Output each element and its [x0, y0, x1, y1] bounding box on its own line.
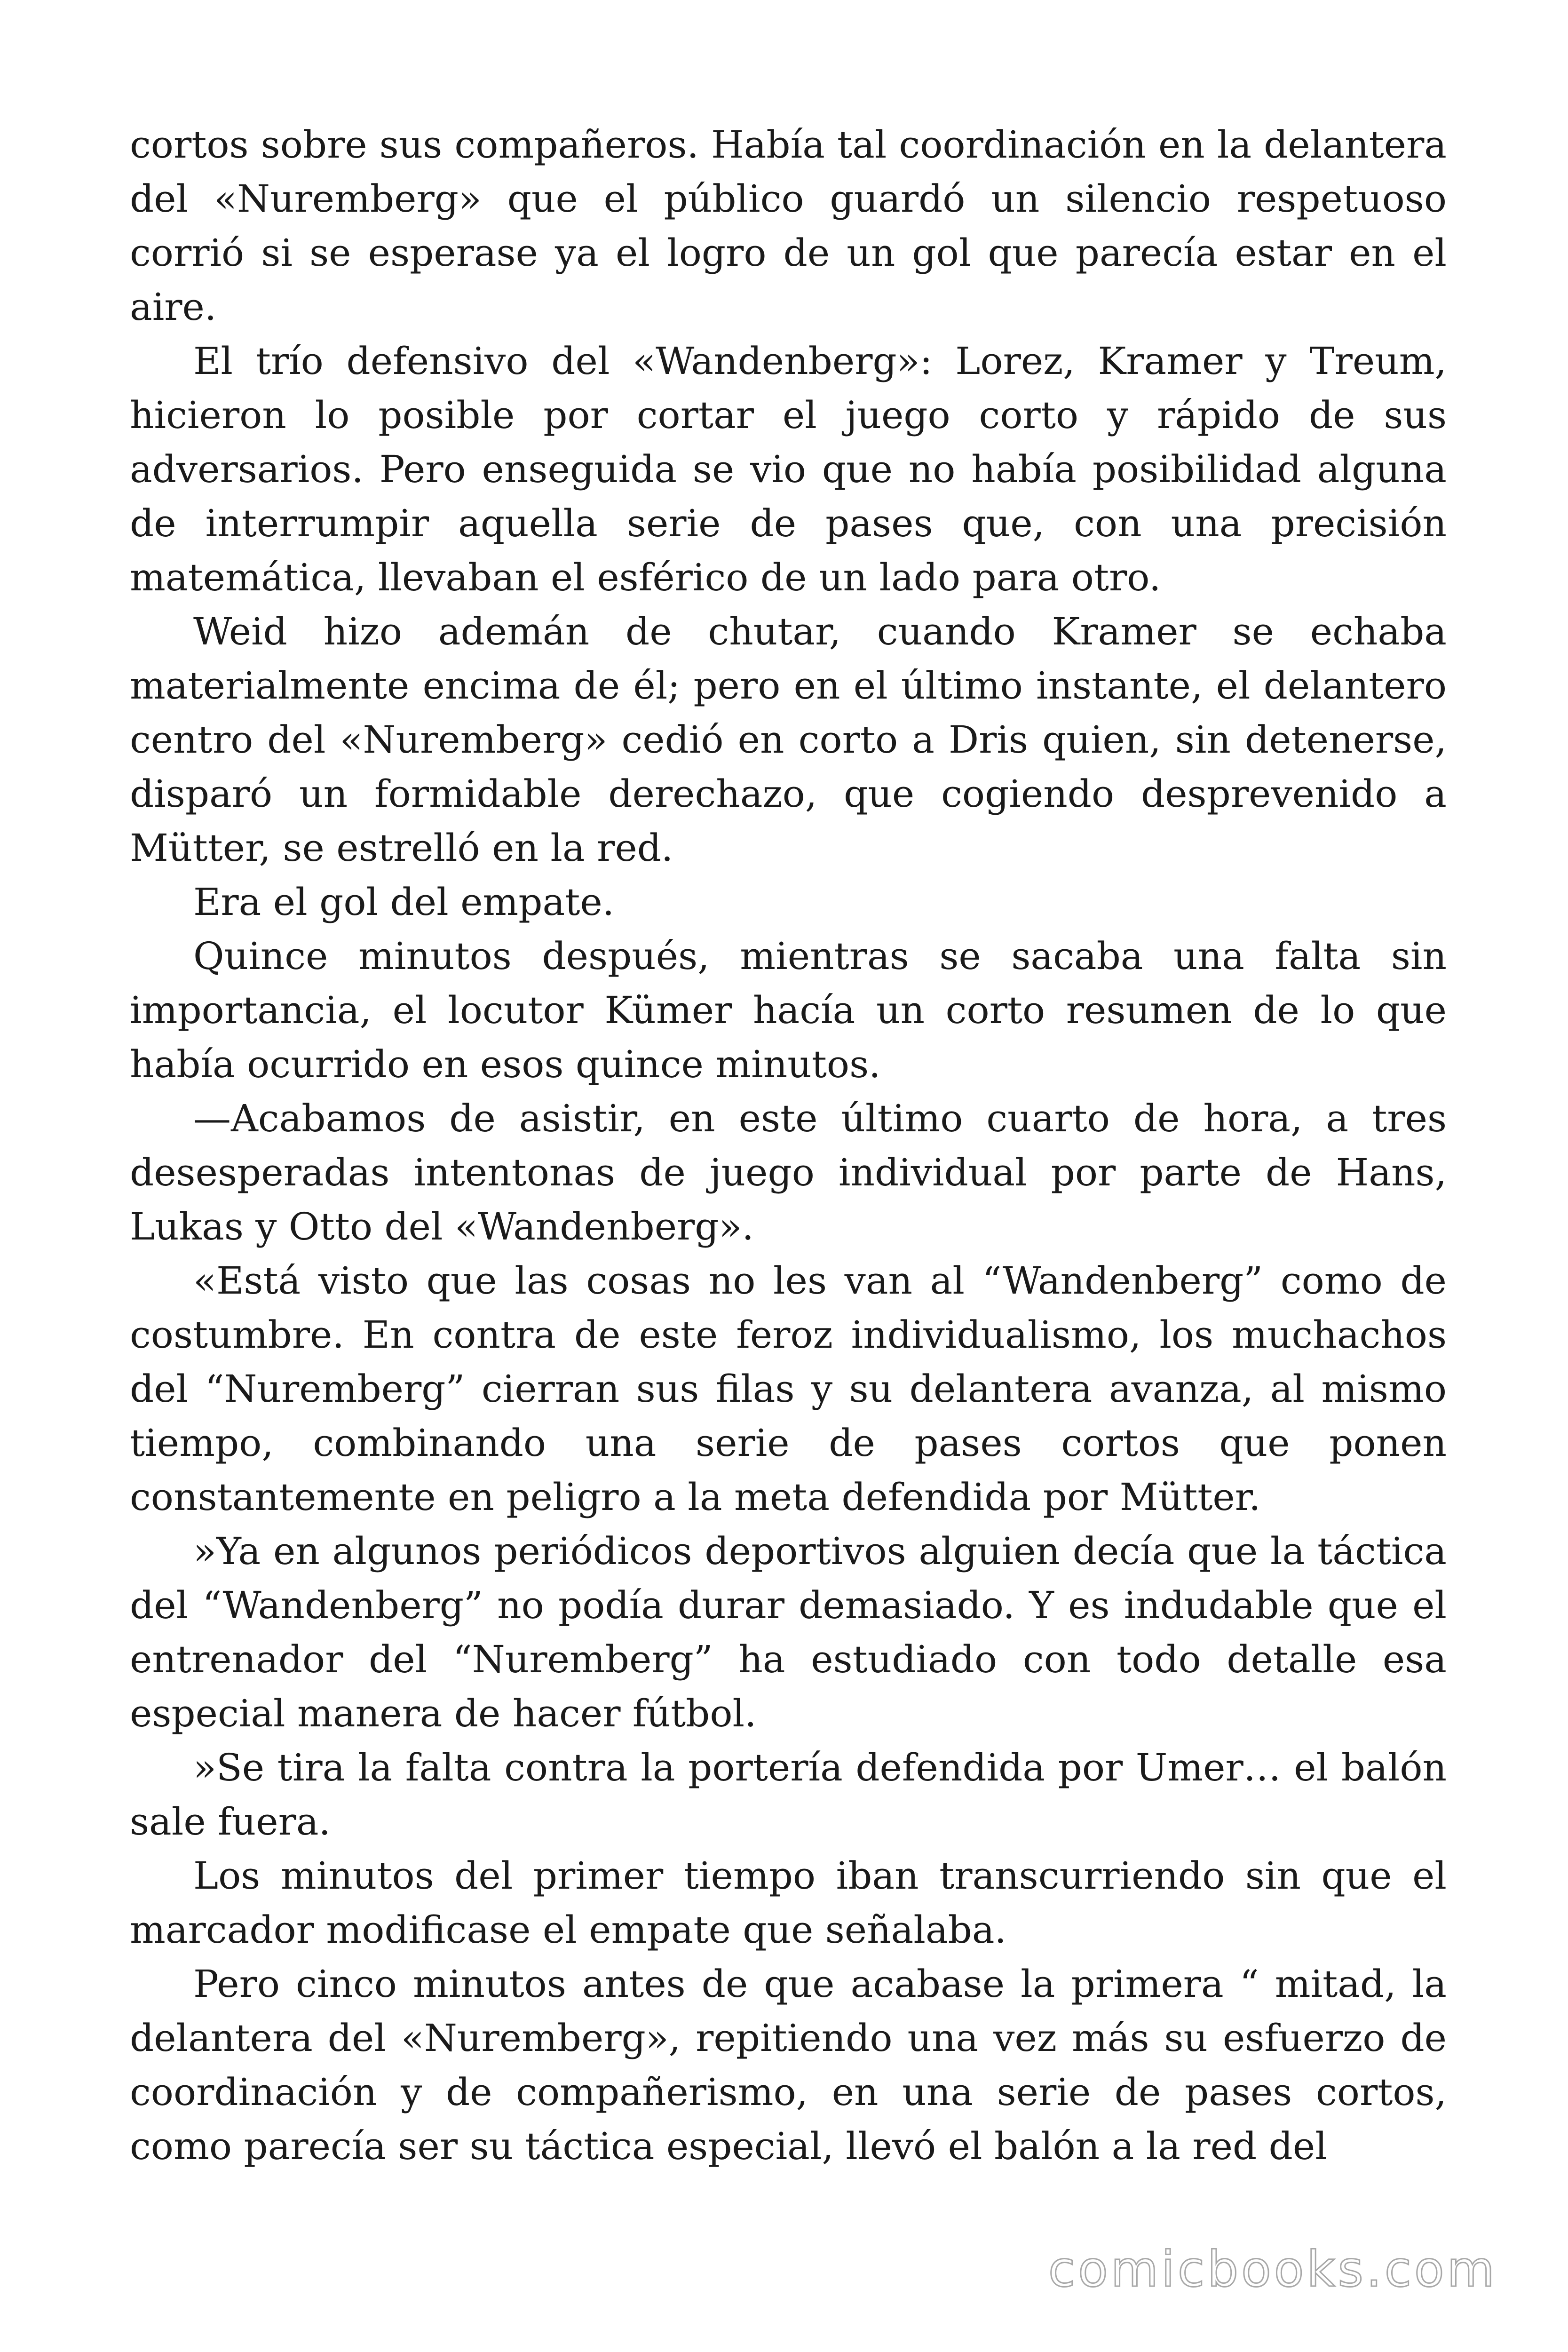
- paragraph-11: Pero cinco minutos antes de que acabase la primera “ mitad, la delantera del «Nuremberg», repitiendo una vez más su esfuerzo de coordinación y de compañerismo, en una serie de pases cortos, como parecía ser su táctica especial, llevó el balón a la red del: [130, 1962, 1447, 2168]
- paragraph-10: Los minutos del primer tiempo iban transcurriendo sin que el marcador modificase el empate que señalaba.: [130, 1854, 1447, 1952]
- paragraph-4: Era el gol del empate.: [193, 880, 615, 924]
- page-text-body: [130, 118, 1447, 2173]
- paragraph-7: «Está visto que las cosas no les van al “Wandenberg” como de costumbre. En contra de este feroz individualismo, los muchachos del “Nuremberg” cierran sus filas y su delantera avanza, al mismo tiempo, combinando una serie de pases cortos que ponen constantemente en peligro a la meta defendida por Mütter.: [130, 1259, 1447, 1519]
- paragraph-9: »Se tira la falta contra la portería defendida por Umer… el balón sale fuera.: [130, 1746, 1447, 1843]
- paragraph-1: cortos sobre sus compañeros. Había tal coordinación en la delantera del «Nuremberg» que el público guardó un silencio respetuoso corrió si se esperase ya el logro de un gol que parecía estar en el aire.: [130, 123, 1447, 329]
- paragraph-8: »Ya en algunos periódicos deportivos alguien decía que la táctica del “Wandenberg” no podía durar demasiado. Y es indudable que el entrenador del “Nuremberg” ha estudiado con todo detalle esa especial manera de hacer fútbol.: [130, 1529, 1447, 1735]
- paragraph-3: Weid hizo ademán de chutar, cuando Kramer se echaba materialmente encima de él; pero en el último instante, el delantero centro del «Nuremberg» cedió en corto a Dris quien, sin detenerse, disparó un formidable derechazo, que cogiendo desprevenido a Mütter, se estrelló en la red.: [130, 610, 1447, 870]
- paragraph-2: El trío defensivo del «Wandenberg»: Lorez, Kramer y Treum, hicieron lo posible por cortar el juego corto y rápido de sus adversarios. Pero enseguida se vio que no había posibilidad alguna de interrumpir aquella serie de pases que, con una precisión matemática, llevaban el esférico de un lado para otro.: [130, 339, 1447, 599]
- paragraph-6: —Acabamos de asistir, en este último cuarto de hora, a tres desesperadas intentonas de juego individual por parte de Hans, Lukas y Otto del «Wandenberg».: [130, 1097, 1447, 1248]
- paragraph-5: Quince minutos después, mientras se sacaba una falta sin importancia, el locutor Kümer hacía un corto resumen de lo que había ocurrido en esos quince minutos.: [130, 934, 1447, 1086]
- watermark-logo: comicbooks.com: [1048, 2241, 1497, 2298]
